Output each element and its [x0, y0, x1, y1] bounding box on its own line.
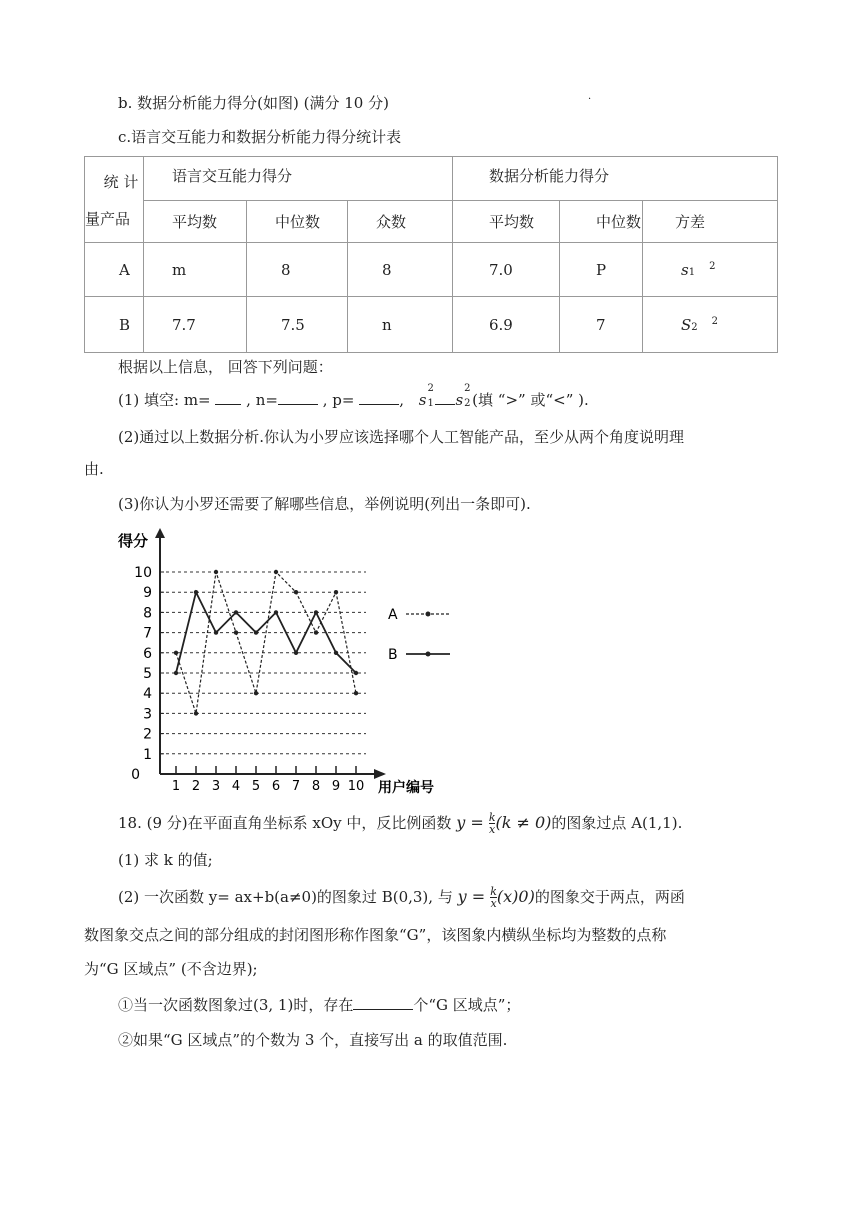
corner-bottom: 量产品	[85, 209, 131, 228]
data-point-B	[334, 651, 338, 655]
formula-2-render: y = $\frac{k}{x}$ (x)0)	[457, 885, 535, 910]
table-corner	[85, 157, 144, 243]
item-b-text: b. 数据分析能力得分(如图) (满分 10 分)	[118, 94, 389, 112]
y-axis-arrow	[155, 528, 165, 538]
legend-label-B: B	[388, 647, 398, 663]
y-tick-label: 4	[143, 686, 152, 703]
q1-text-e: (填 “>” 或“<” ).	[472, 391, 589, 409]
question-2-line1: (2)通过以上数据分析.你认为小罗应该选择哪个人工智能产品，至少从两个角度说明理	[118, 428, 685, 446]
item-c-text: c.语言交互能力和数据分析能力得分统计表	[118, 128, 402, 146]
y-tick-label: 7	[143, 625, 152, 642]
question-3: (3)你认为小罗还需要了解哪些信息，举例说明(列出一条即可).	[118, 495, 531, 513]
row-name: B	[85, 297, 144, 353]
s2-sub: 2	[464, 398, 471, 409]
q1-text-a: (1) 填空: m=	[118, 391, 216, 409]
col-header: 平均数	[144, 201, 247, 243]
questions-lead: 根据以上信息， 回答下列问题：	[118, 358, 333, 376]
variance-sub: 2	[691, 321, 698, 333]
corner-top: 统 计	[103, 172, 139, 191]
answer-blank-g	[353, 995, 413, 1010]
data-point-A	[254, 691, 258, 695]
variance-cell	[643, 297, 778, 353]
y-tick-label: 2	[143, 726, 152, 743]
answer-blank-n	[278, 390, 318, 405]
variance-sup: 2	[709, 260, 716, 272]
table-cell: n	[348, 297, 453, 353]
problem-18-part1: (1) 求 k 的值;	[118, 851, 213, 869]
data-point-B	[254, 630, 258, 634]
problem-18-part2-line2: 数图象交点之间的部分组成的封闭图形称作图象“G”，该图象内横纵坐标均为整数的点称	[84, 926, 667, 944]
y-tick-label: 6	[143, 645, 152, 662]
x-tick-label: 5	[251, 779, 261, 794]
x-tick-label: 8	[311, 779, 321, 794]
s2-scripts	[463, 383, 472, 409]
x-axis-arrow	[374, 769, 386, 779]
problem-18-part2	[118, 886, 685, 909]
x-tick-label: 3	[211, 779, 221, 794]
stats-table	[84, 156, 778, 353]
x-tick-label: 2	[191, 779, 201, 794]
variance-symbol: s	[681, 260, 689, 279]
variance-sup: 2	[711, 315, 719, 327]
table-cell: 7	[560, 297, 643, 353]
answer-blank-m	[215, 390, 241, 405]
data-point-A	[174, 651, 178, 655]
series-line-A	[176, 572, 356, 713]
table-cell: 8	[247, 243, 348, 297]
score-chart	[110, 526, 470, 796]
s2-sup: 2	[464, 383, 471, 394]
q1-text-c: , p=	[317, 391, 360, 409]
data-point-B	[214, 630, 218, 634]
x-axis-title: 用户编号	[378, 780, 434, 796]
col-header: 众数	[348, 201, 453, 243]
table-cell: 6.9	[453, 297, 560, 353]
table-cell: 7.7	[144, 297, 247, 353]
x-tick-label: 4	[231, 779, 241, 794]
x-tick-label: 7	[291, 779, 301, 794]
problem-18-sub1	[118, 994, 520, 1015]
s1-sup: 2	[427, 383, 434, 394]
y-tick-label: 9	[143, 585, 152, 602]
col-header: 方差	[643, 201, 778, 243]
row-name: A	[85, 243, 144, 297]
data-point-B	[234, 610, 238, 614]
table-cell: P	[560, 243, 643, 297]
col-header: 中位数	[560, 201, 643, 243]
y-tick-label: 10	[134, 565, 152, 581]
q1-text-b: , n=	[241, 391, 278, 409]
decorative-dot: ·	[588, 94, 592, 105]
legend-marker-B	[426, 652, 431, 657]
table-cell: m	[144, 243, 247, 297]
data-point-B	[194, 590, 198, 594]
problem-18-head	[118, 812, 682, 835]
y-tick-label: 0	[131, 767, 140, 783]
group-data: 数据分析能力得分	[453, 157, 778, 201]
p2-text-b: 的图象交于两点，两函	[534, 888, 685, 906]
legend-marker-A	[426, 612, 431, 617]
data-point-A	[294, 590, 298, 594]
sub1-text-b: 个“G 区域点”；	[413, 996, 521, 1014]
variance-sub: 1	[688, 266, 696, 278]
problem-18-text: 18. (9 分)在平面直角坐标系 xOy 中，反比例函数	[118, 814, 457, 832]
col-header: 平均数	[453, 201, 560, 243]
data-point-B	[294, 651, 298, 655]
variance-symbol: S	[681, 315, 692, 334]
sub1-text-a: ①当一次函数图象过(3, 1)时，存在	[118, 996, 354, 1014]
data-point-A	[314, 630, 318, 634]
data-point-B	[174, 671, 178, 675]
table-cell: 7.0	[453, 243, 560, 297]
data-point-A	[234, 630, 238, 634]
y-axis-title: 得分	[118, 532, 149, 550]
x-tick-label: 9	[331, 779, 341, 794]
data-point-B	[314, 610, 318, 614]
problem-18-sub2: ②如果“G 区域点”的个数为 3 个，直接写出 a 的取值范围.	[118, 1031, 508, 1049]
s1-scripts	[426, 383, 435, 409]
answer-blank-compare	[435, 390, 455, 405]
x-tick-label: 10	[347, 779, 365, 794]
data-point-A	[214, 570, 218, 574]
p2-text-a: (2) 一次函数 y= ax+b(a≠0)的图象过 B(0,3), 与	[118, 888, 458, 906]
s1-symbol: s	[418, 391, 427, 409]
data-point-A	[354, 691, 358, 695]
data-point-B	[274, 610, 278, 614]
table-cell: 7.5	[247, 297, 348, 353]
data-point-A	[194, 711, 198, 715]
question-1	[118, 383, 589, 410]
q1-text-d: ,	[399, 391, 404, 409]
data-point-A	[334, 590, 338, 594]
x-tick-label: 6	[271, 779, 281, 794]
formula-1-render: y = $\frac{k}{x}$ (k ≠ 0)	[456, 811, 552, 836]
s2-symbol: s	[455, 391, 464, 409]
col-header: 中位数	[247, 201, 348, 243]
answer-blank-p	[359, 390, 399, 405]
legend-label-A: A	[388, 607, 398, 623]
y-tick-label: 5	[143, 666, 152, 682]
variance-cell	[643, 243, 778, 297]
problem-18-part2-line3: 为“G 区域点” (不含边界);	[84, 960, 258, 978]
data-point-B	[354, 671, 358, 675]
question-2-line2: 由.	[84, 460, 104, 478]
problem-18-tail: 的图象过点 A(1,1).	[551, 814, 683, 832]
y-tick-label: 3	[143, 706, 152, 723]
s1-sub: 1	[427, 398, 434, 409]
group-language: 语言交互能力得分	[144, 157, 453, 201]
x-tick-label: 1	[171, 779, 181, 794]
table-cell: 8	[348, 243, 453, 297]
y-tick-label: 8	[143, 605, 152, 622]
y-tick-label: 1	[143, 746, 152, 763]
data-point-A	[274, 570, 278, 574]
